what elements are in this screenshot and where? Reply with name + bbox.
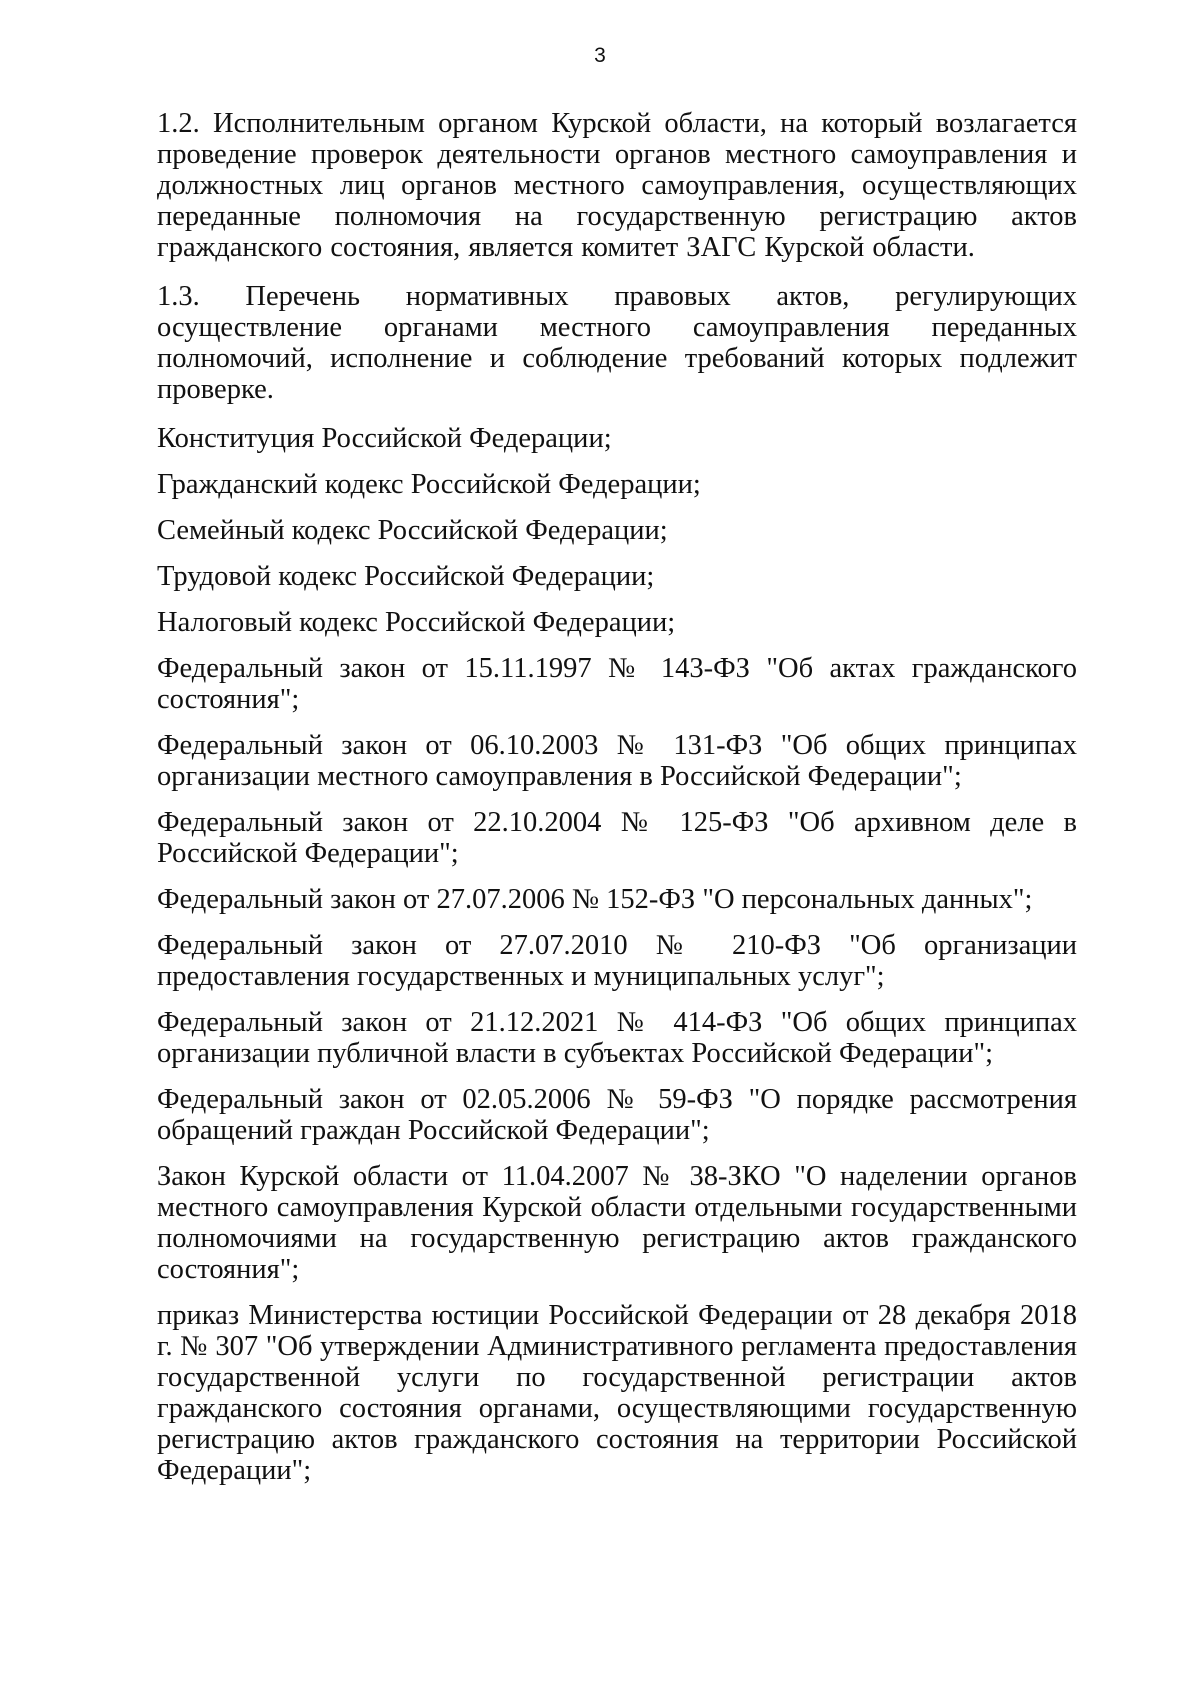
paragraph-1-3: 1.3. Перечень нормативных правовых актов, регулирующих осуществление органами местного самоуправления переданных полномочий, исполнение и соблюдение требований которых подлежит проверке. bbox=[157, 281, 1077, 405]
list-item-act: Федеральный закон от 27.07.2006 № 152-ФЗ "О персональных данных"; bbox=[157, 884, 1033, 915]
list-item-act: приказ Министерства юстиции Российской Федерации от 28 декабря 2018 г. № 307 "Об утверждении Административного регламента предоставления государственной услуги по государственной регистрации актов гражданского состояния органами, осуществляющими государственную регистрацию актов гражданского состояния на территории Российской Федерации"; bbox=[157, 1300, 1077, 1486]
list-item-act: Федеральный закон от 02.05.2006 № 59-ФЗ "О порядке рассмотрения обращений граждан Российской Федерации"; bbox=[157, 1084, 1077, 1146]
list-item-act: Федеральный закон от 21.12.2021 № 414-ФЗ "Об общих принципах организации публичной власти в субъектах Российской Федерации"; bbox=[157, 1007, 1077, 1069]
list-item-act: Конституция Российской Федерации; bbox=[157, 423, 612, 454]
list-item-act: Федеральный закон от 15.11.1997 № 143-ФЗ "Об актах гражданского состояния"; bbox=[157, 653, 1077, 715]
list-item-act: Федеральный закон от 06.10.2003 № 131-ФЗ "Об общих принципах организации местного самоуправления в Российской Федерации"; bbox=[157, 730, 1077, 792]
page-number: 3 bbox=[594, 44, 606, 67]
list-item-act: Семейный кодекс Российской Федерации; bbox=[157, 515, 668, 546]
list-item-act: Закон Курской области от 11.04.2007 № 38-ЗКО "О наделении органов местного самоуправления Курской области отдельными государственными полномочиями на государственную регистрацию актов гражданского состояния"; bbox=[157, 1161, 1077, 1285]
paragraph-1-2: 1.2. Исполнительным органом Курской области, на который возлагается проведение проверок деятельности органов местного самоуправления и должностных лиц органов местного самоуправления, осуществляющих переданные полномочия на государственную регистрацию актов гражданского состояния, является комитет ЗАГС Курской области. bbox=[157, 108, 1077, 263]
list-item-act: Федеральный закон от 22.10.2004 № 125-ФЗ "Об архивном деле в Российской Федерации"; bbox=[157, 807, 1077, 869]
list-item-act: Гражданский кодекс Российской Федерации; bbox=[157, 469, 701, 500]
document-body bbox=[157, 108, 1077, 1501]
list-item-act: Трудовой кодекс Российской Федерации; bbox=[157, 561, 655, 592]
legal-acts-list bbox=[157, 423, 1077, 1486]
list-item-act: Налоговый кодекс Российской Федерации; bbox=[157, 607, 676, 638]
list-item-act: Федеральный закон от 27.07.2010 № 210-ФЗ "Об организации предоставления государственных и муниципальных услуг"; bbox=[157, 930, 1077, 992]
